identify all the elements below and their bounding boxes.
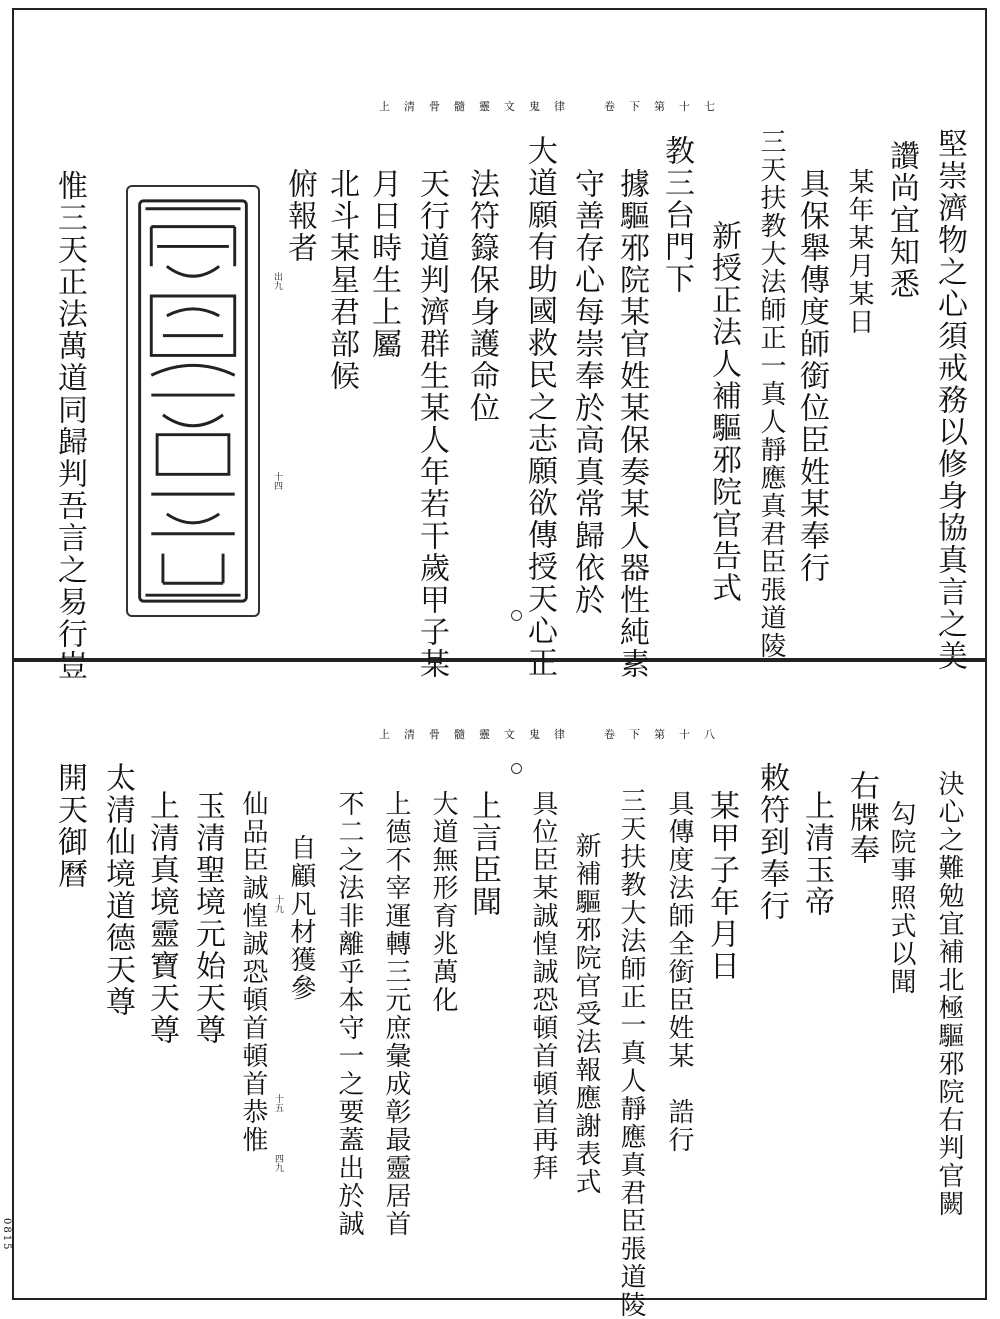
text-column: 新授正法人補驅邪院官告式 [706,220,741,604]
text-column: 右牒奉 [844,770,879,866]
text-column: 上清玉帝 [799,790,834,918]
text-column: 上清真境靈寶天尊 [144,790,179,1046]
text-column: 大道無形育兆萬化 [428,790,458,1014]
text-column: 月日時生上屬 [366,168,401,360]
marginal-note: 十四 [272,472,282,490]
text-column: 俯報者 [282,168,317,264]
text-column: 敕符到奉行 [754,762,789,922]
text-column: 惟三天正法萬道同歸判吾言之易行豈 [52,170,87,682]
text-column: 讚尚宜知悉 [884,140,919,300]
page-circle-mark [511,610,522,621]
lower-page [12,660,987,1319]
text-column: 上言臣聞 [466,790,501,918]
text-column: 具保舉傳度師銜位臣姓某奉行 [794,168,829,584]
text-column: 上德不宰運轉三元庶彙成彰最靈居首 [381,790,411,1238]
page-circle-mark [511,763,522,774]
text-column: 教三台門下 [659,135,694,295]
text-column: 某甲子年月日 [704,790,739,982]
text-column: 三天扶教大法師正一真人靜應真君臣張道陵 [616,787,646,1319]
upper-running-header: 上清骨髓靈文鬼律 卷下第十七 [379,100,729,113]
text-column: 仙品臣誠惶誠恐頓首頓首恭惟 [238,790,268,1154]
text-column: 開天御曆 [52,762,87,890]
lower-running-header: 上清骨髓靈文鬼律 卷下第十八 [379,728,729,741]
text-column: 自顧凡材獲參 [286,834,316,1002]
text-column: 具傳度法師全銜臣姓某 誥行 [664,790,694,1154]
text-column: 決心之難勉宜補北極驅邪院右判官闕 [934,770,964,1218]
text-column: 守善存心每崇奉於高真常歸依於 [569,168,604,616]
text-column: 據驅邪院某官姓某保奏某人器性純素 [614,168,649,680]
text-column: 玉清聖境元始天尊 [190,790,225,1046]
text-column: 堅崇濟物之心須戒務以修身協真言之美 [932,128,967,672]
text-column: 具位臣某誠惶誠恐頓首頓首再拜 [528,790,558,1182]
marginal-note: 十九 [273,895,283,913]
page-number: 0815 [1,1218,12,1252]
text-column: 新補驅邪院官受法報應謝表式 [571,832,601,1196]
text-column: 北斗某星君部候 [324,168,359,392]
marginal-note: 出九 [272,272,282,290]
talisman-seal-image [126,185,260,617]
text-column: 不二之法非離乎本守一之要蓋出於誠 [334,790,364,1238]
marginal-note: 四九 [273,1154,283,1172]
text-column: 太清仙境道德天尊 [100,762,135,1018]
text-column: 三天扶教大法師正一真人靜應真君臣張道陵 [756,128,786,660]
text-column: 天行道判濟群生某人年若干歲甲子某 [414,168,449,680]
text-column: 勾院事照式以聞 [886,800,916,996]
text-column: 某年某月某日 [844,168,874,336]
text-column: 大道願有助國救民之志願欲傳授天心正 [522,135,557,679]
marginal-note: 十五 [273,1094,283,1112]
upper-page [12,8,987,682]
text-column: 法符籙保身護命位 [464,168,499,424]
